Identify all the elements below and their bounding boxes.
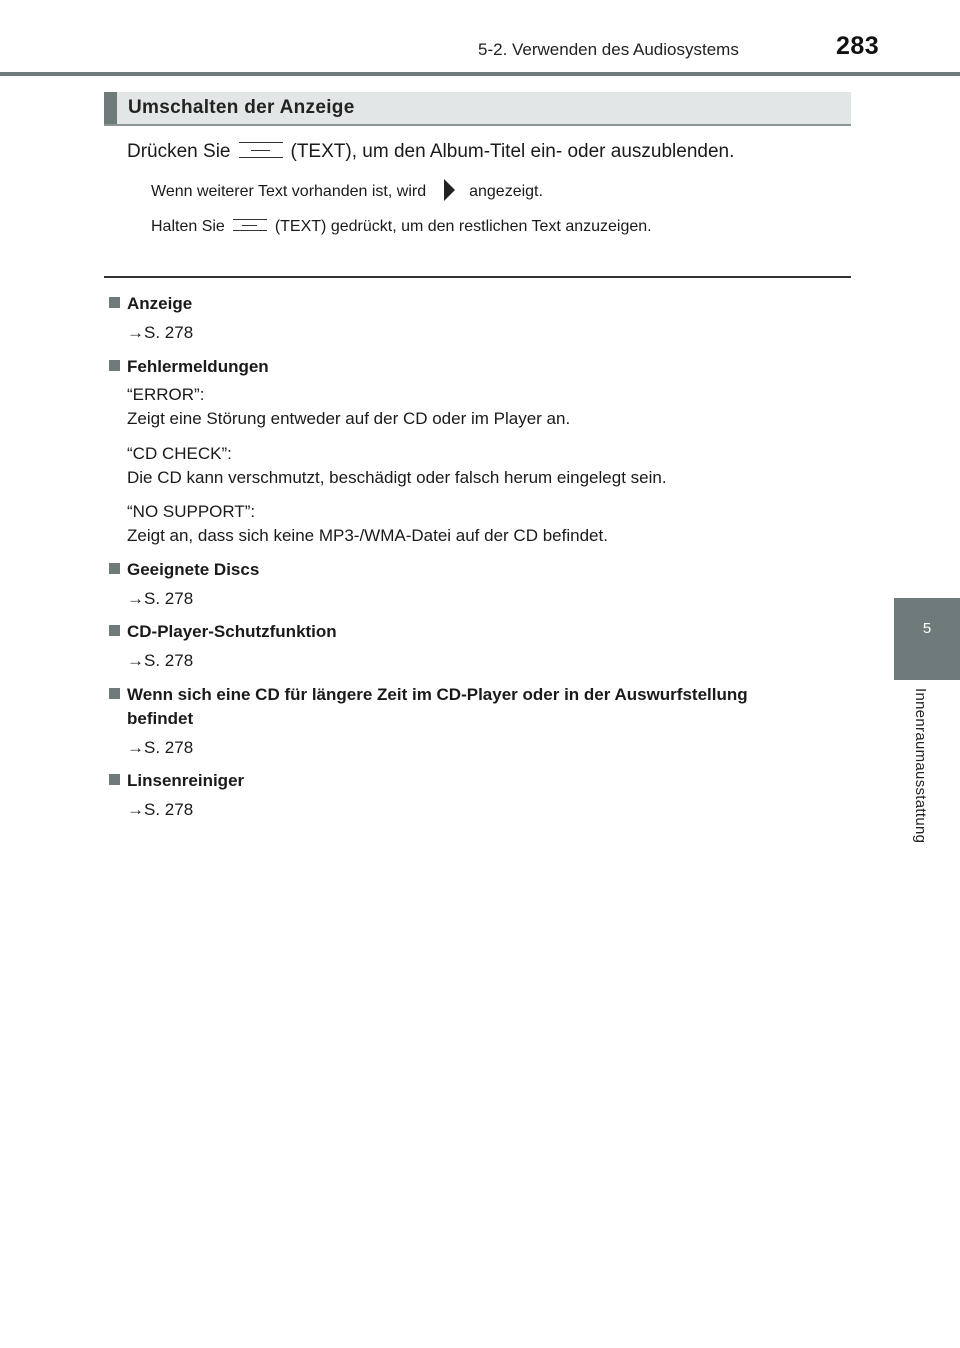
cd-check-label: “CD CHECK”: xyxy=(127,444,232,463)
note-more-text-before: Wenn weiterer Text vorhanden ist, wird xyxy=(151,183,427,201)
heading-geeignete-discs-text: Geeignete Discs xyxy=(127,560,260,579)
ref-linsenreiniger: →S. 278 xyxy=(127,800,194,819)
error-text: Zeigt eine Störung entweder auf der CD oder im Player an. xyxy=(127,409,571,428)
error-label: “ERROR”: xyxy=(127,385,205,404)
heading-schutzfunktion-text: CD-Player-Schutzfunktion xyxy=(127,622,337,641)
bullet-square-icon xyxy=(109,688,120,699)
bullet-square-icon xyxy=(109,563,120,574)
section-divider xyxy=(104,276,851,278)
heading-linsenreiniger-text: Linsenreiniger xyxy=(127,771,245,790)
no-support-text: Zeigt an, dass sich keine MP3-/WMA-Datei auf der CD befindet. xyxy=(127,526,608,545)
note-hold xyxy=(151,218,652,236)
heading-fehlermeldungen-text: Fehlermeldungen xyxy=(127,357,269,376)
ref-geeignete-discs: →S. 278 xyxy=(127,589,194,608)
ref-anzeige: →S. 278 xyxy=(127,323,194,342)
text-button-icon-small xyxy=(233,219,267,231)
ref-laengere-zeit: →S. 278 xyxy=(127,738,194,757)
heading-anzeige xyxy=(109,294,192,314)
heading-laengere-zeit-line2: befindet xyxy=(127,709,194,728)
section-title-box xyxy=(104,92,851,126)
no-support-label: “NO SUPPORT”: xyxy=(127,502,256,521)
cd-check-text: Die CD kann verschmutzt, beschädigt oder falsch herum eingelegt sein. xyxy=(127,468,667,487)
instruction-before: Drücken Sie xyxy=(127,141,231,162)
text-button-icon xyxy=(239,142,283,158)
more-text-arrow-icon xyxy=(444,179,455,201)
chapter-label: Innenraumausstattung xyxy=(912,688,929,844)
heading-laengere-zeit xyxy=(109,682,851,707)
instruction-after: (TEXT), um den Album-Titel ein- oder auszublenden. xyxy=(290,141,735,162)
header-rule xyxy=(0,72,960,76)
instruction-line xyxy=(127,141,734,163)
page-number: 283 xyxy=(836,32,880,60)
note-more-text xyxy=(151,183,543,201)
bullet-square-icon xyxy=(109,297,120,308)
chapter-number: 5 xyxy=(922,620,932,637)
note-hold-before: Halten Sie xyxy=(151,218,225,235)
heading-fehlermeldungen xyxy=(109,357,269,377)
section-title-bar xyxy=(104,92,117,124)
heading-anzeige-text: Anzeige xyxy=(127,294,193,313)
header-section-title: 5-2. Verwenden des Audiosystems xyxy=(478,40,739,59)
section-title: Umschalten der Anzeige xyxy=(128,97,355,118)
heading-laengere-zeit-line1: Wenn sich eine CD für längere Zeit im CD-Player oder in der Auswurfstellung xyxy=(127,685,748,704)
ref-schutzfunktion: →S. 278 xyxy=(127,651,194,670)
bullet-square-icon xyxy=(109,774,120,785)
chapter-tab xyxy=(894,598,960,680)
note-hold-after: (TEXT) gedrückt, um den restlichen Text anzuzeigen. xyxy=(274,218,652,235)
bullet-square-icon xyxy=(109,360,120,371)
heading-geeignete-discs xyxy=(109,560,259,580)
bullet-square-icon xyxy=(109,625,120,636)
heading-linsenreiniger xyxy=(109,771,244,791)
note-more-text-after: angezeigt. xyxy=(469,183,543,201)
heading-schutzfunktion xyxy=(109,622,337,642)
